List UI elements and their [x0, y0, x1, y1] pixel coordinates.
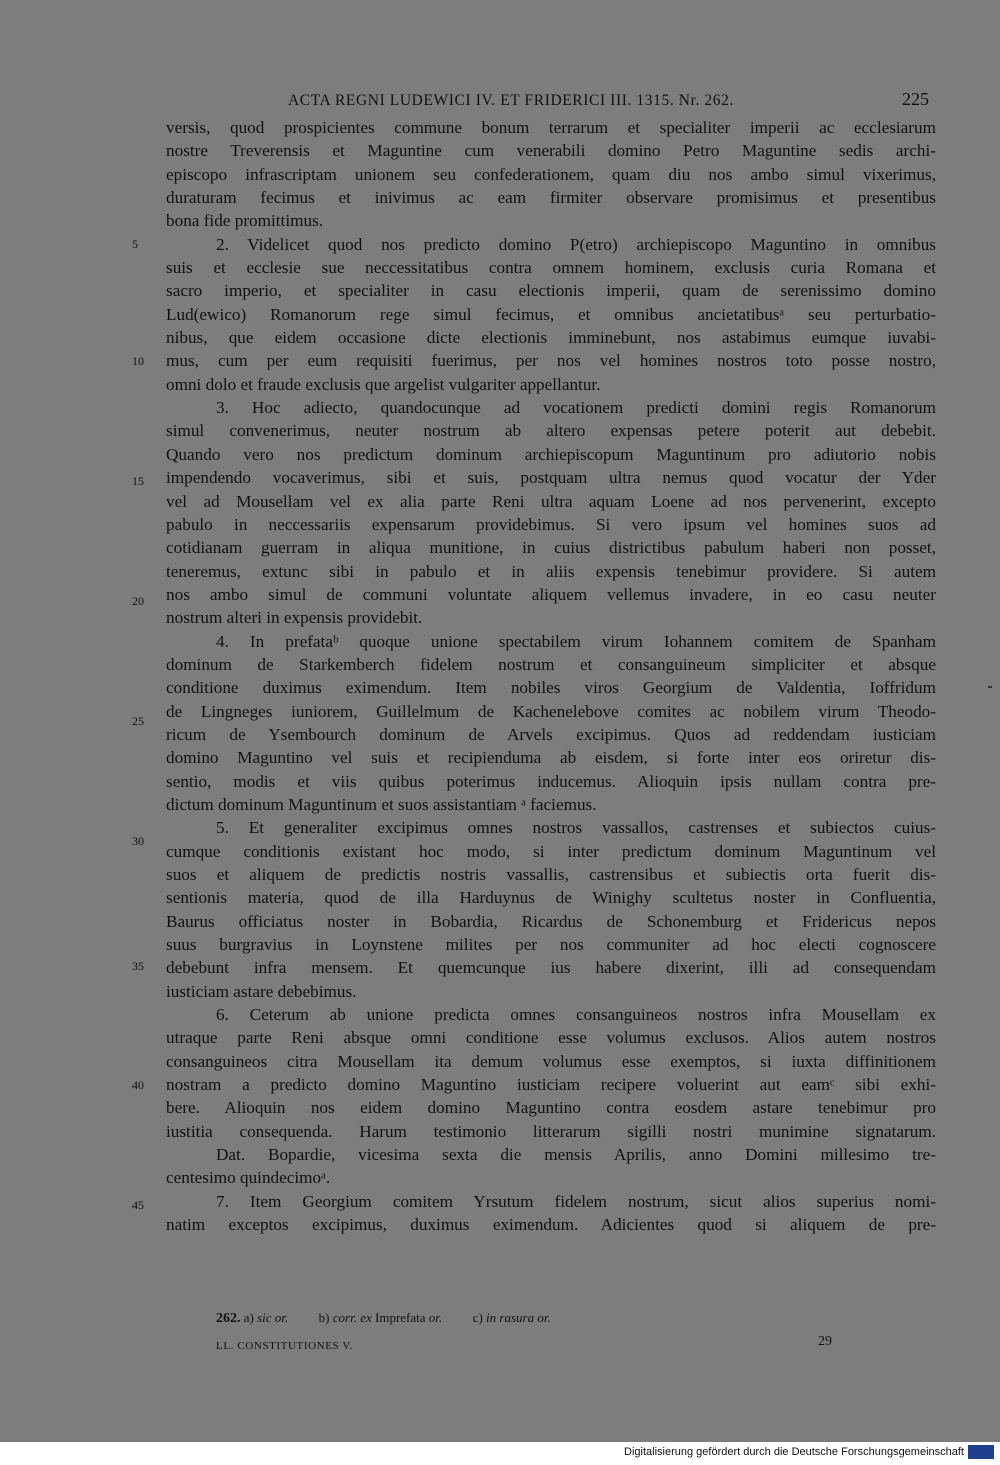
text-line: ricum de Ysembourch dominum de Arvels excipimus. Quos ad reddendam iusticiam	[166, 724, 936, 744]
text-line: nibus, que eidem occasione dicte electionis imminebunt, nos astabimus eumque iuvabi-	[166, 328, 936, 348]
text-line: natim exceptos excipimus, duximus eximendum. Adicientes quod si aliquem de pre-	[166, 1215, 936, 1235]
margin-mark	[988, 686, 992, 688]
text-line: centesimo quindecimoᵃ.	[166, 1168, 331, 1188]
line-number: 10	[132, 354, 144, 368]
dfg-logo-icon	[968, 1445, 994, 1459]
text-line: dictum dominum Maguntinum et suos assistantiam ᵃ faciemus.	[166, 794, 597, 814]
text-line: cumque conditionis existant hoc modo, si inter predictum dominum Maguntinum vel	[166, 841, 936, 861]
text-line: sentionis materia, quod de illa Harduynus de Winighy scultetus noster in Confluentia,	[166, 888, 936, 908]
text-line: Lud(ewico) Romanorum rege simul fecimus, et omnibus ancietatibusᵃ seu perturbatio-	[166, 304, 936, 324]
text-line: teneremus, extunc sibi in pabulo et in aliis expensis tenebimur providere. Si autem	[166, 561, 936, 581]
text-line: nos ambo simul de communi voluntate aliquem vellemus invadere, in eo casu neuter	[166, 584, 936, 604]
sheet-number: 29	[818, 1334, 832, 1349]
footnotes	[216, 1310, 551, 1327]
text-line: versis, quod prospicientes commune bonum terrarum et specialiter imperii ac ecclesiarum	[166, 118, 936, 137]
running-header: ACTA REGNI LUDEWICI IV. ET FRIDERICI III. 1315. Nr. 262.	[288, 92, 734, 109]
text-line: bere. Alioquin nos eidem domino Maguntino contra eosdem astare tenebimur pro	[166, 1098, 936, 1118]
text-line: sentio, modis et viis quibus poterimus inducemus. Alioquin ipsis nullam contra pre-	[166, 771, 936, 791]
text-line: de Lingneges iuniorem, Guillelmum de Kachenelebove comites ac nobilem virum Theodo-	[166, 701, 936, 721]
text-line: Quando vero nos predictum dominum archiepiscopum Maguntinum pro adiutorio nobis	[166, 444, 936, 464]
text-line: nostram a predicto domino Maguntino iusticiam recipere voluerint aut eamᶜ sibi exhi-	[166, 1075, 936, 1095]
text-line: omni dolo et fraude exclusis que argelist vulgariter appellantur.	[166, 374, 601, 394]
footnote-b-text: corr. ex	[332, 1310, 372, 1325]
body-text	[166, 116, 936, 1237]
paragraph-2-start: 2. Videlicet quod nos predicto domino P(etro) archiepiscopo Maguntino in omnibus	[216, 234, 936, 254]
text-line: pabulo in neccessariis expensarum providebimus. Si vero ipsum vel homines suos ad	[166, 514, 936, 534]
text-line: nostre Treverensis et Maguntine cum venerabili domino Petro Maguntine sedis archi-	[166, 141, 936, 161]
text-line: utraque parte Reni absque omni conditione esse volumus exclusos. Alios autem nostros	[166, 1028, 936, 1048]
text-line: nostrum alteri in expensis providebit.	[166, 608, 423, 628]
line-number: 15	[132, 474, 144, 488]
dating-clause: Dat. Bopardie, vicesima sexta die mensis Aprilis, anno Domini millesimo tre-	[216, 1145, 936, 1165]
footnote-c-text: in rasura or.	[486, 1310, 551, 1325]
line-number: 5	[132, 237, 138, 251]
text-line: bona fide promittimus.	[166, 211, 324, 231]
footnote-b-mark: b)	[318, 1310, 330, 1325]
text-line: conditione duximus eximendum. Item nobiles viros Georgium de Valdentia, Ioffridum	[166, 678, 936, 698]
paragraph-4-start: 4. In prefataᵇ quoque unione spectabilem virum Iohannem comitem de Spanham	[216, 631, 936, 651]
footnote-c-mark: c)	[472, 1310, 483, 1325]
line-number: 45	[132, 1198, 144, 1212]
document-number: 262.	[216, 1311, 241, 1326]
text-line: vel ad Mousellam vel ex alia parte Reni ultra aquam Loene ad nos pervenerint, excepto	[166, 491, 936, 511]
paragraph-6-start: 6. Ceterum ab unione predicta omnes consanguineos nostros infra Mousellam ex	[216, 1005, 936, 1025]
text-line: simul convenerimus, neuter nostrum ab altero expensas petere poterit aut debebit.	[166, 421, 936, 441]
footnote-b-source: or.	[428, 1310, 443, 1325]
text-line: consanguineos citra Mousellam ita demum volumus esse exemptos, si iuxta diffinitionem	[166, 1051, 936, 1071]
footnote-b-word: Imprefata	[375, 1310, 426, 1325]
paragraph-3-start: 3. Hoc adiecto, quandocunque ad vocationem predicti domini regis Romanorum	[216, 398, 936, 418]
line-number: 20	[132, 594, 144, 608]
line-number: 40	[132, 1078, 144, 1092]
text-line: iustitia consequenda. Harum testimonio litterarum sigilli nostri munimine signatarum.	[166, 1121, 936, 1141]
text-line: Baurus officiatus noster in Bobardia, Ricardus de Schonemburg et Fridericus nepos	[166, 911, 936, 931]
text-line: dominum de Starkemberch fidelem nostrum et consanguineum simpliciter et absque	[166, 654, 936, 674]
text-line: suus burgravius in Loynstene milites per nos communiter ad hoc electi cognoscere	[166, 935, 936, 955]
footnote-a-mark: a)	[243, 1310, 254, 1325]
text-line: cotidianam guerram in aliqua munitione, in cuius districtibus pabulum haberi non posset,	[166, 538, 936, 558]
line-number: 35	[132, 959, 144, 973]
page-number: 225	[902, 89, 929, 109]
text-line: duraturam fecimus et inivimus ac eam firmiter observare promisimus et presentibus	[166, 188, 936, 208]
series-title: LL. CONSTITUTIONES V.	[216, 1340, 353, 1352]
text-line: episcopo infrascriptam unionem seu confederationem, quam diu nos ambo simul vixerimus,	[166, 164, 936, 184]
funding-credit: Digitalisierung gefördert durch die Deutsche Forschungsgemeinschaft	[624, 1446, 964, 1458]
text-line: suis et ecclesie sue neccessitatibus contra omnem hominem, exclusis curia Romana et	[166, 258, 936, 278]
line-number: 25	[132, 714, 144, 728]
text-line: mus, cum per eum requisiti fuerimus, per nos vel homines nostros toto posse nostro,	[166, 351, 936, 371]
text-line: sacro imperio, et specialiter in casu electionis imperii, quam de serenissimo domino	[166, 281, 936, 301]
paragraph-7-start: 7. Item Georgium comitem Yrsutum fidelem nostrum, sicut alios superius nomi-	[216, 1191, 936, 1211]
text-line: debebunt infra mensem. Et quemcunque ius habere dixerint, illi ad consequendam	[166, 958, 936, 978]
text-line: suos et aliquem de predictis nostris vassallis, castrensibus et subiectis orta fuerit dis-	[166, 865, 936, 884]
line-number: 30	[132, 834, 144, 848]
text-line: impendendo vocaverimus, sibi et suis, postquam ultra nemus quod vocatur der Yder	[166, 468, 936, 488]
text-line: iusticiam astare debebimus.	[166, 981, 357, 1001]
footnote-a-text: sic or.	[257, 1310, 289, 1325]
text-line: domino Maguntino vel suis et recipienduma ab eisdem, si forte inter eos oriretur dis-	[166, 748, 936, 768]
paragraph-5-start: 5. Et generaliter excipimus omnes nostros vassallos, castrenses et subiectos cuius-	[216, 818, 936, 838]
